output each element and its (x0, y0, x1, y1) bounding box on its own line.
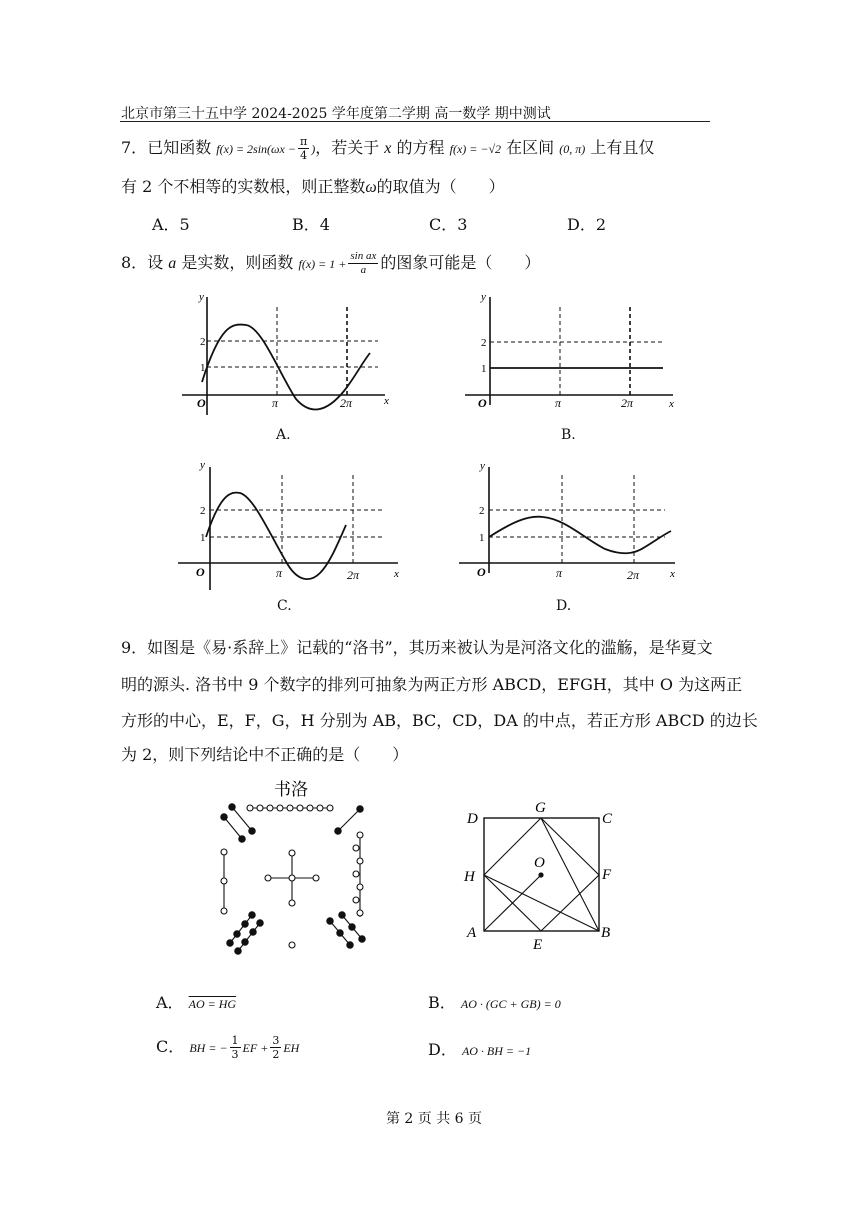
frac-numerator: 1 (231, 1034, 239, 1047)
tick-1: 1 (479, 532, 485, 544)
frac-numerator: 3 (272, 1034, 280, 1047)
question-9-line-4: 为 2，则下列结论中不正确的是（ ） (121, 745, 409, 764)
page-footer: 第 2 页 共 6 页 (385, 1111, 483, 1127)
question-8-line (121, 250, 540, 277)
q7-omega: ω (365, 179, 377, 196)
tick-pi: π (556, 566, 563, 580)
graph-d-label: D. (556, 598, 572, 614)
tick-2: 2 (200, 336, 206, 348)
option-expression: EF + (242, 1041, 269, 1055)
label-o: O (534, 855, 545, 871)
question-9-line-3: 方形的中心，E，F，G，H 分别为 AB，BC，CD，DA 的中点，若正方形 ABCD 的边长 (121, 711, 758, 730)
q7-option-a[interactable]: A．5 (152, 215, 190, 234)
q7-text: 的方程 (396, 138, 445, 157)
x-label: x (669, 398, 674, 410)
graph-c[interactable] (170, 455, 410, 595)
luoshu-diagram (210, 775, 380, 955)
segment-hb (484, 875, 599, 931)
origin-label: O (477, 565, 486, 579)
q9-option-c[interactable] (156, 1034, 299, 1061)
q7-var: x (384, 140, 392, 157)
header-rule (120, 121, 710, 122)
tick-2: 2 (200, 505, 206, 517)
frac-denominator: 4 (300, 149, 308, 162)
q8-text: 的图象可能是（ ） (380, 253, 541, 272)
frac-numerator: sin ax (350, 250, 377, 262)
q7-text: 的取值为（ ） (376, 177, 505, 196)
tick-2: 2 (479, 505, 485, 517)
tick-2: 2 (481, 337, 487, 349)
q8-var: a (168, 255, 177, 272)
tick-2pi: 2π (340, 396, 353, 410)
graph-d[interactable] (455, 455, 695, 595)
tick-1: 1 (481, 363, 487, 375)
graph-a[interactable] (170, 285, 410, 415)
x-label: x (384, 395, 389, 407)
square-diagram (455, 795, 625, 955)
tick-pi: π (276, 566, 283, 580)
q9-option-b[interactable] (428, 990, 561, 1013)
curve (489, 517, 671, 554)
graph-b[interactable] (455, 285, 695, 415)
label-h: H (464, 869, 475, 885)
tick-pi: π (555, 396, 562, 410)
q7-option-b[interactable]: B．4 (292, 215, 330, 234)
label-e: E (533, 937, 543, 953)
option-fraction (230, 1034, 241, 1061)
label-g: G (535, 800, 546, 816)
q7-close: ) (311, 142, 316, 156)
q8-fraction (348, 250, 378, 277)
option-expression: BH = − (189, 1041, 228, 1055)
point-o (538, 872, 543, 877)
q7-text: 上有且仅 (590, 138, 655, 157)
segment-gb (541, 818, 599, 931)
question-number: 8． (121, 253, 148, 272)
frac-denominator: a (360, 264, 367, 276)
label-b: B (601, 925, 611, 941)
label-f: F (602, 867, 612, 883)
option-label: D． (428, 1040, 457, 1059)
option-label: C． (156, 1037, 185, 1056)
y-label: y (199, 291, 204, 303)
tick-1: 1 (200, 362, 206, 374)
q7-equation: f(x) = −√2 (449, 142, 502, 156)
tick-2pi: 2π (627, 568, 640, 582)
q7-text: 有 2 个不相等的实数根，则正整数 (121, 177, 366, 196)
frac-denominator: 2 (272, 1048, 280, 1061)
q8-text: 是实数，则函数 (181, 253, 294, 272)
y-label: y (200, 459, 205, 471)
question-7-line-1 (121, 135, 654, 162)
q9-option-a[interactable] (156, 990, 236, 1013)
q8-text: 设 (147, 253, 164, 272)
q7-interval: (0, π) (559, 142, 586, 156)
q9-option-d[interactable] (428, 1037, 531, 1060)
option-expression: EH (283, 1041, 300, 1055)
tick-2pi: 2π (347, 568, 360, 582)
origin-label: O (478, 396, 487, 410)
question-9-line-1: 9．如图是《易·系辞上》记载的“洛书”，其历来被认为是河洛文化的滥觞，是华夏文 (121, 638, 713, 657)
question-7-line-2 (121, 176, 505, 199)
option-label: A． (156, 993, 184, 1012)
luoshu-dots (221, 804, 365, 954)
option-fraction (270, 1034, 281, 1061)
q7-option-d[interactable]: D．2 (567, 215, 607, 234)
q7-option-c[interactable]: C．3 (429, 215, 468, 234)
frac-numerator: π (299, 135, 308, 148)
graph-c-label: C. (277, 598, 292, 614)
y-label: y (481, 291, 486, 303)
q7-text: 已知函数 (147, 138, 212, 157)
x-label: x (670, 568, 675, 580)
q7-text: ，若关于 (315, 138, 380, 157)
y-label: y (480, 460, 485, 472)
tick-pi: π (272, 396, 279, 410)
label-c: C (602, 811, 613, 827)
option-expression: AO · (GC + GB) = 0 (460, 997, 561, 1011)
q7-fraction (298, 135, 309, 162)
luoshu-title: 书洛 (274, 780, 308, 800)
frac-denominator: 3 (231, 1048, 239, 1061)
label-d: D (467, 811, 478, 827)
option-expression: AO · BH = −1 (461, 1044, 532, 1058)
tick-1: 1 (200, 532, 206, 544)
tick-2pi: 2π (621, 396, 634, 410)
q8-function: f(x) = 1 + (298, 257, 347, 271)
origin-label: O (196, 565, 205, 579)
q7-text: 在区间 (506, 138, 555, 157)
question-9-line-2: 明的源头. 洛书中 9 个数字的排列可抽象为两正方形 ABCD，EFGH，其中 O 为这两正 (121, 675, 743, 694)
question-number: 7． (121, 138, 148, 157)
graph-a-label: A. (276, 427, 291, 443)
option-expression: AO = HG (188, 997, 237, 1011)
x-label: x (394, 568, 399, 580)
label-a: A (467, 925, 477, 941)
option-label: B． (428, 993, 456, 1012)
origin-label: O (197, 396, 206, 410)
page-header: 北京市第三十五中学 2024-2025 学年度第二学期 高一数学 期中测试 (121, 106, 551, 122)
graph-b-label: B. (561, 427, 576, 443)
q7-function: f(x) = 2sin(ωx − (216, 142, 296, 156)
